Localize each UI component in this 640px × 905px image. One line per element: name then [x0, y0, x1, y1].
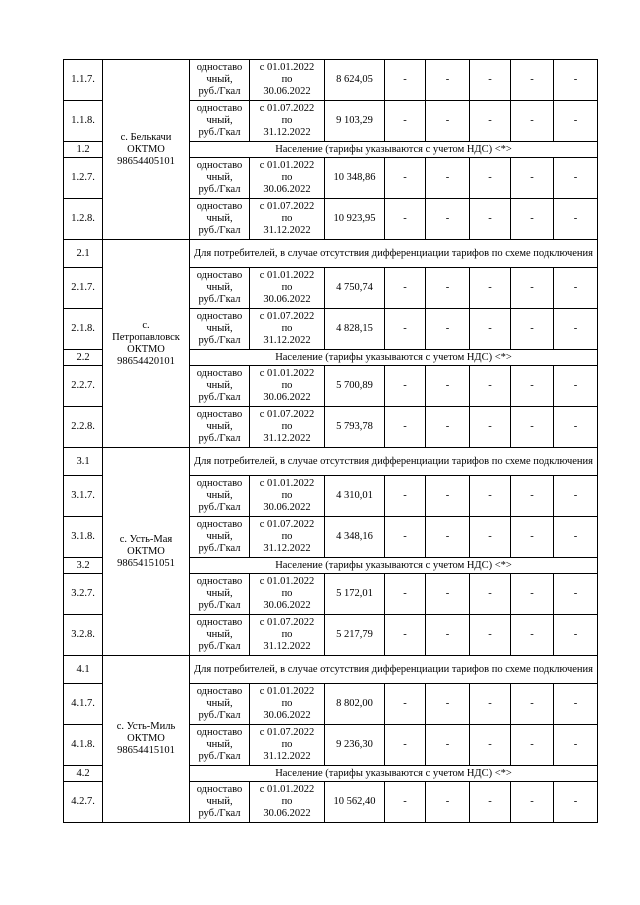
empty-value: -: [470, 725, 511, 766]
empty-value: -: [385, 684, 426, 725]
section-row: [64, 448, 598, 476]
tariff-value: 4 310,01: [325, 476, 385, 517]
tariff-type: одноставо чный, руб./Гкал: [190, 309, 250, 350]
row-code: 4.1.8.: [64, 725, 103, 766]
empty-value: -: [511, 782, 554, 823]
empty-value: -: [426, 158, 470, 199]
row-code: 3.2.7.: [64, 574, 103, 615]
empty-value: -: [554, 725, 598, 766]
row-code: 2.2.8.: [64, 407, 103, 448]
empty-value: -: [426, 517, 470, 558]
row-code: 3.1.8.: [64, 517, 103, 558]
empty-value: -: [426, 366, 470, 407]
empty-value: -: [426, 268, 470, 309]
row-code: 2.1: [64, 240, 103, 268]
tariff-type: одноставо чный, руб./Гкал: [190, 407, 250, 448]
empty-value: -: [385, 725, 426, 766]
tariff-period: с 01.01.2022 по 30.06.2022: [250, 574, 325, 615]
empty-value: -: [554, 60, 598, 101]
tariff-period: с 01.07.2022 по 31.12.2022: [250, 309, 325, 350]
empty-value: -: [554, 101, 598, 142]
tariff-type: одноставо чный, руб./Гкал: [190, 158, 250, 199]
tariff-type: одноставо чный, руб./Гкал: [190, 60, 250, 101]
empty-value: -: [511, 615, 554, 656]
empty-value: -: [511, 684, 554, 725]
tariff-period: с 01.07.2022 по 31.12.2022: [250, 199, 325, 240]
tariff-value: 4 750,74: [325, 268, 385, 309]
row-code: 4.2.7.: [64, 782, 103, 823]
empty-value: -: [426, 199, 470, 240]
section-title: Для потребителей, в случае отсутствия дифференциации тарифов по схеме подключения: [190, 448, 598, 476]
empty-value: -: [426, 684, 470, 725]
row-code: 1.2.8.: [64, 199, 103, 240]
tariff-value: 10 348,86: [325, 158, 385, 199]
tariff-row: [64, 60, 598, 101]
tariff-period: с 01.07.2022 по 31.12.2022: [250, 101, 325, 142]
row-code: 4.1: [64, 656, 103, 684]
section-title: Население (тарифы указываются с учетом НДС) <*>: [190, 350, 598, 366]
section-row: [64, 240, 598, 268]
empty-value: -: [554, 268, 598, 309]
empty-value: -: [511, 476, 554, 517]
empty-value: -: [511, 158, 554, 199]
empty-value: -: [426, 309, 470, 350]
tariff-type: одноставо чный, руб./Гкал: [190, 366, 250, 407]
empty-value: -: [385, 309, 426, 350]
tariff-type: одноставо чный, руб./Гкал: [190, 615, 250, 656]
empty-value: -: [470, 101, 511, 142]
tariff-period: с 01.07.2022 по 31.12.2022: [250, 517, 325, 558]
tariff-value: 4 828,15: [325, 309, 385, 350]
empty-value: -: [426, 101, 470, 142]
tariff-type: одноставо чный, руб./Гкал: [190, 268, 250, 309]
tariff-period: с 01.01.2022 по 30.06.2022: [250, 782, 325, 823]
empty-value: -: [385, 158, 426, 199]
tariff-period: с 01.01.2022 по 30.06.2022: [250, 366, 325, 407]
empty-value: -: [470, 268, 511, 309]
empty-value: -: [470, 782, 511, 823]
tariff-type: одноставо чный, руб./Гкал: [190, 101, 250, 142]
tariff-value: 8 802,00: [325, 684, 385, 725]
tariff-value: 9 103,29: [325, 101, 385, 142]
row-code: 3.1: [64, 448, 103, 476]
row-code: 1.2: [64, 142, 103, 158]
empty-value: -: [426, 725, 470, 766]
empty-value: -: [385, 199, 426, 240]
row-code: 3.1.7.: [64, 476, 103, 517]
tariff-value: 10 562,40: [325, 782, 385, 823]
empty-value: -: [385, 60, 426, 101]
tariff-period: с 01.01.2022 по 30.06.2022: [250, 158, 325, 199]
empty-value: -: [511, 101, 554, 142]
empty-value: -: [554, 366, 598, 407]
empty-value: -: [470, 309, 511, 350]
row-code: 2.1.8.: [64, 309, 103, 350]
empty-value: -: [470, 158, 511, 199]
empty-value: -: [470, 366, 511, 407]
empty-value: -: [511, 60, 554, 101]
row-code: 4.2: [64, 766, 103, 782]
empty-value: -: [426, 574, 470, 615]
tariff-type: одноставо чный, руб./Гкал: [190, 574, 250, 615]
tariff-period: с 01.01.2022 по 30.06.2022: [250, 684, 325, 725]
tariff-period: с 01.07.2022 по 31.12.2022: [250, 725, 325, 766]
empty-value: -: [426, 407, 470, 448]
table-body: [64, 60, 598, 823]
empty-value: -: [511, 407, 554, 448]
empty-value: -: [385, 366, 426, 407]
empty-value: -: [554, 476, 598, 517]
empty-value: -: [554, 407, 598, 448]
tariff-value: 8 624,05: [325, 60, 385, 101]
tariff-period: с 01.07.2022 по 31.12.2022: [250, 615, 325, 656]
empty-value: -: [554, 199, 598, 240]
empty-value: -: [470, 574, 511, 615]
empty-value: -: [511, 725, 554, 766]
tariff-period: с 01.01.2022 по 30.06.2022: [250, 60, 325, 101]
tariff-value: 4 348,16: [325, 517, 385, 558]
empty-value: -: [426, 476, 470, 517]
empty-value: -: [554, 309, 598, 350]
empty-value: -: [511, 309, 554, 350]
empty-value: -: [511, 199, 554, 240]
section-title: Для потребителей, в случае отсутствия дифференциации тарифов по схеме подключения: [190, 240, 598, 268]
empty-value: -: [554, 684, 598, 725]
empty-value: -: [470, 476, 511, 517]
empty-value: -: [554, 517, 598, 558]
tariff-value: 9 236,30: [325, 725, 385, 766]
row-code: 1.1.7.: [64, 60, 103, 101]
empty-value: -: [426, 60, 470, 101]
municipality-cell: с. Усть-Мая ОКТМО 98654151051: [103, 448, 190, 656]
row-code: 1.1.8.: [64, 101, 103, 142]
row-code: 4.1.7.: [64, 684, 103, 725]
municipality-cell: с. Белькачи ОКТМО 98654405101: [103, 60, 190, 240]
empty-value: -: [554, 158, 598, 199]
tariff-type: одноставо чный, руб./Гкал: [190, 782, 250, 823]
tariff-value: 5 700,89: [325, 366, 385, 407]
municipality-cell: с. Усть-Миль ОКТМО 98654415101: [103, 656, 190, 823]
tariff-type: одноставо чный, руб./Гкал: [190, 476, 250, 517]
tariff-period: с 01.07.2022 по 31.12.2022: [250, 407, 325, 448]
empty-value: -: [385, 574, 426, 615]
empty-value: -: [385, 782, 426, 823]
section-row: [64, 656, 598, 684]
tariff-value: 10 923,95: [325, 199, 385, 240]
row-code: 2.2: [64, 350, 103, 366]
municipality-cell: с. Петропавловск ОКТМО 98654420101: [103, 240, 190, 448]
section-title: Население (тарифы указываются с учетом НДС) <*>: [190, 766, 598, 782]
empty-value: -: [426, 782, 470, 823]
tariff-value: 5 217,79: [325, 615, 385, 656]
empty-value: -: [511, 268, 554, 309]
empty-value: -: [385, 407, 426, 448]
tariff-type: одноставо чный, руб./Гкал: [190, 684, 250, 725]
section-title: Население (тарифы указываются с учетом НДС) <*>: [190, 142, 598, 158]
empty-value: -: [385, 517, 426, 558]
empty-value: -: [470, 684, 511, 725]
empty-value: -: [554, 574, 598, 615]
tariff-type: одноставо чный, руб./Гкал: [190, 517, 250, 558]
tariff-type: одноставо чный, руб./Гкал: [190, 725, 250, 766]
tariff-value: 5 172,01: [325, 574, 385, 615]
section-title: Для потребителей, в случае отсутствия дифференциации тарифов по схеме подключения: [190, 656, 598, 684]
empty-value: -: [470, 199, 511, 240]
empty-value: -: [554, 782, 598, 823]
empty-value: -: [385, 615, 426, 656]
empty-value: -: [470, 615, 511, 656]
empty-value: -: [511, 366, 554, 407]
empty-value: -: [554, 615, 598, 656]
row-code: 3.2.8.: [64, 615, 103, 656]
row-code: 2.2.7.: [64, 366, 103, 407]
empty-value: -: [426, 615, 470, 656]
row-code: 2.1.7.: [64, 268, 103, 309]
section-title: Население (тарифы указываются с учетом НДС) <*>: [190, 558, 598, 574]
tariff-table: [63, 59, 598, 823]
empty-value: -: [511, 517, 554, 558]
empty-value: -: [470, 60, 511, 101]
tariff-value: 5 793,78: [325, 407, 385, 448]
empty-value: -: [385, 101, 426, 142]
tariff-type: одноставо чный, руб./Гкал: [190, 199, 250, 240]
empty-value: -: [385, 476, 426, 517]
row-code: 3.2: [64, 558, 103, 574]
empty-value: -: [470, 407, 511, 448]
empty-value: -: [385, 268, 426, 309]
tariff-period: с 01.01.2022 по 30.06.2022: [250, 268, 325, 309]
empty-value: -: [470, 517, 511, 558]
empty-value: -: [511, 574, 554, 615]
tariff-period: с 01.01.2022 по 30.06.2022: [250, 476, 325, 517]
row-code: 1.2.7.: [64, 158, 103, 199]
